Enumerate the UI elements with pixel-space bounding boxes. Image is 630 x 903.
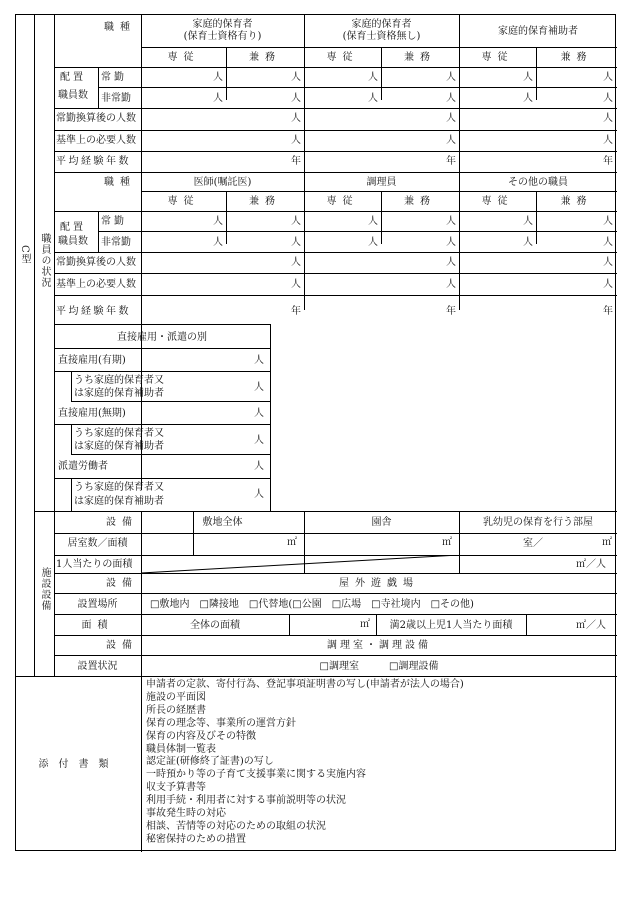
regular-label: 常勤 <box>101 72 127 83</box>
col-line <box>71 371 72 401</box>
row-line <box>34 511 617 512</box>
full-time-label: 専従 <box>481 52 514 63</box>
of-which-line1: うち家庭的保育者又 <box>74 375 164 386</box>
header-assistant: 家庭的保育補助者 <box>498 26 578 37</box>
total-area-label: 全体の面積 <box>190 620 240 631</box>
unit-person: 人 <box>603 113 613 124</box>
attachment-item: 認定証(研修終了証書)の写し <box>146 756 274 768</box>
attachments-label: 添付書類 <box>38 759 119 770</box>
regular-label: 常勤 <box>101 216 127 227</box>
of-which-line2: は家庭的保育補助者 <box>74 388 164 399</box>
equipment-label: 設備 <box>106 578 138 589</box>
unit-person: 人 <box>291 113 301 124</box>
unit-person: 人 <box>291 93 301 104</box>
unit-person: 人 <box>368 72 378 83</box>
unit-year: 年 <box>291 306 301 317</box>
full-time-label: 専従 <box>326 196 359 207</box>
attachment-item: 一時預かり等の子育て支援事業に関する実施内容 <box>146 769 366 781</box>
row-line <box>54 478 270 479</box>
row-line <box>54 348 270 349</box>
unit-year: 年 <box>446 156 456 167</box>
unit-year: 年 <box>446 306 456 317</box>
unit-person: 人 <box>368 237 378 248</box>
unit-person: 人 <box>254 461 264 472</box>
of-which-line1: うち家庭的保育者又 <box>74 428 164 439</box>
unit-person: 人 <box>368 93 378 104</box>
cooking-facilities-header: 調理室・調理設備 <box>327 640 431 651</box>
required-count-label: 基準上の必要人数 <box>56 135 136 146</box>
assigned-label-line1: 配置 <box>60 72 86 83</box>
row-line <box>54 655 617 656</box>
row-line <box>71 401 270 402</box>
non-regular-label: 非常勤 <box>101 237 131 248</box>
unit-person: 人 <box>446 257 456 268</box>
row-line <box>54 67 617 68</box>
location-label: 設置場所 <box>77 599 118 610</box>
converted-count-label: 常勤換算後の人数 <box>56 113 136 124</box>
row-line <box>54 172 617 173</box>
unit-person: 人 <box>213 93 223 104</box>
unit-person: 人 <box>603 216 613 227</box>
equipment-label: 設備 <box>106 640 138 651</box>
unit-person: 人 <box>603 257 613 268</box>
unit-person: 人 <box>291 237 301 248</box>
row-line <box>54 573 617 574</box>
non-regular-label: 非常勤 <box>101 93 131 104</box>
attachment-item: 保育の内容及びその特徴 <box>146 730 256 742</box>
part-time-label: 兼務 <box>249 196 281 207</box>
unit-year: 年 <box>603 156 613 167</box>
facility-label: 施設設備 <box>39 567 50 611</box>
row-line <box>54 533 617 534</box>
header-cook: 調理員 <box>366 177 397 188</box>
part-time-label: 兼務 <box>404 52 436 63</box>
header-qualified-line2: (保育士資格有り) <box>183 31 262 42</box>
attachment-item: 事故発生時の対応 <box>146 808 226 820</box>
required-count-label: 基準上の必要人数 <box>56 279 136 290</box>
direct-fixed-label: 直接雇用(有期) <box>58 355 126 366</box>
avg-experience-label: 平均経験年数 <box>56 306 131 317</box>
header-unqualified-line1: 家庭的保育者 <box>351 19 412 30</box>
unit-person: 人 <box>603 279 613 290</box>
unit-person: 人 <box>603 135 613 146</box>
part-time-label: 兼務 <box>560 52 593 63</box>
full-time-label: 専従 <box>481 196 514 207</box>
unit-person: 人 <box>446 135 456 146</box>
unit-year: 年 <box>291 156 301 167</box>
area-label: 面積 <box>81 620 114 631</box>
row-line <box>16 676 617 677</box>
unit-person: 人 <box>523 216 533 227</box>
assigned-label-line1: 配置 <box>60 222 86 233</box>
col-line <box>526 614 527 635</box>
header-other-staff: その他の職員 <box>508 177 568 188</box>
unit-person: 人 <box>291 135 301 146</box>
over2-per-child-label: 満2歳以上児1人当たり面積 <box>389 620 513 631</box>
unit-person: 人 <box>291 257 301 268</box>
site-total-header: 敷地全体 <box>202 517 243 528</box>
unit-person: 人 <box>446 72 456 83</box>
unit-person: 人 <box>254 355 264 366</box>
occupation-label: 職種 <box>104 22 136 33</box>
attachment-item: 秘密保持のための措置 <box>146 833 246 845</box>
unit-person: 人 <box>446 216 456 227</box>
per-child-area-diagonal <box>141 555 459 573</box>
attachment-item: 所長の経歴書 <box>146 704 206 716</box>
unit-person: 人 <box>254 489 264 500</box>
row-line <box>54 371 270 372</box>
unit-year: 年 <box>603 306 613 317</box>
col-line <box>54 15 55 676</box>
attachment-item: 職員体制一覧表 <box>146 743 216 755</box>
direct-open-label: 直接雇用(無期) <box>58 408 126 419</box>
row-line <box>54 295 617 296</box>
row-line <box>54 424 270 425</box>
attachment-item: 申請者の定款、寄付行為、登記事項証明書の写し(申請者が法人の場合) <box>146 679 464 690</box>
unit-sqm: ㎡ <box>360 619 370 630</box>
col-line <box>34 15 35 676</box>
unit-person: 人 <box>523 72 533 83</box>
attachment-item: 施設の平面図 <box>146 691 206 703</box>
full-time-label: 専従 <box>326 52 359 63</box>
col-line <box>270 324 271 511</box>
employment-type-header: 直接雇用・派遣の別 <box>117 332 207 343</box>
outdoor-playground-header: 屋外遊戯場 <box>339 578 419 589</box>
occupation-label: 職種 <box>104 177 136 188</box>
attachment-item: 保育の理念等、事業所の運営方針 <box>146 717 296 729</box>
row-line <box>54 211 617 212</box>
dispatch-label: 派遣労働者 <box>58 461 108 472</box>
col-line <box>71 424 72 454</box>
staff-status-label: 職員の状況 <box>39 233 50 288</box>
col-line <box>141 676 142 852</box>
col-line <box>289 614 290 635</box>
attachment-item: 利用手続・利用者に対する事前説明等の状況 <box>146 795 346 807</box>
unit-person: 人 <box>523 93 533 104</box>
row-line <box>98 87 617 88</box>
attachments-list <box>146 679 614 847</box>
install-status-label: 設置状況 <box>77 661 118 672</box>
unit-sqm: ㎡ <box>287 537 297 548</box>
part-time-label: 兼務 <box>560 196 593 207</box>
header-doctor: 医師(嘱託医) <box>193 177 252 188</box>
unit-person: 人 <box>213 237 223 248</box>
unit-person: 人 <box>368 216 378 227</box>
col-line <box>71 478 72 511</box>
header-unqualified-line2: (保育士資格無し) <box>342 31 421 42</box>
row-line <box>71 454 270 455</box>
per-child-area-label: 1人当たりの面積 <box>56 559 133 570</box>
building-header: 園舎 <box>371 517 392 528</box>
of-which-line1: うち家庭的保育者又 <box>74 482 164 493</box>
header-qualified-line1: 家庭的保育者 <box>192 19 253 30</box>
attachment-item: 収支予算書等 <box>146 782 206 794</box>
part-time-label: 兼務 <box>249 52 281 63</box>
unit-person: 人 <box>603 237 613 248</box>
unit-person: 人 <box>291 72 301 83</box>
unit-person: 人 <box>254 408 264 419</box>
full-time-label: 専従 <box>167 196 200 207</box>
type-c-label: C型 <box>19 245 30 265</box>
cooking-options: □調理室 □調理設備 <box>319 661 439 672</box>
row-line <box>54 252 617 253</box>
unit-person: 人 <box>291 216 301 227</box>
row-line <box>98 231 617 232</box>
assigned-label-line2: 職員数 <box>58 90 88 101</box>
unit-person: 人 <box>603 93 613 104</box>
unit-person: 人 <box>446 113 456 124</box>
row-line <box>141 191 617 192</box>
unit-person: 人 <box>254 435 264 446</box>
unit-person: 人 <box>523 237 533 248</box>
equipment-label: 設備 <box>106 517 138 528</box>
unit-person: 人 <box>213 216 223 227</box>
assigned-label-line2: 職員数 <box>58 236 88 247</box>
unit-sqm: ㎡ <box>602 537 612 548</box>
converted-count-label: 常勤換算後の人数 <box>56 257 136 268</box>
unit-person: 人 <box>603 72 613 83</box>
per-person-unit: ㎡／人 <box>576 620 606 631</box>
unit-person: 人 <box>446 237 456 248</box>
unit-sqm: ㎡ <box>442 537 452 548</box>
unit-person: 人 <box>213 72 223 83</box>
unit-person: 人 <box>446 279 456 290</box>
avg-experience-label: 平均経験年数 <box>56 156 131 167</box>
row-line <box>54 151 617 152</box>
row-line <box>54 130 617 131</box>
rooms-area-label: 居室数／面積 <box>67 538 128 549</box>
row-line <box>54 108 617 109</box>
unit-person: 人 <box>446 93 456 104</box>
unit-person: 人 <box>291 279 301 290</box>
location-options: □敷地内 □隣接地 □代替地(□公園 □広場 □寺社境内 □その他) <box>150 599 474 610</box>
room-slash-label: 室／ <box>523 538 543 549</box>
unit-person: 人 <box>254 382 264 393</box>
application-form-sheet <box>15 14 616 851</box>
infant-room-header: 乳幼児の保育を行う部屋 <box>483 517 593 528</box>
row-line <box>141 47 617 48</box>
of-which-line2: は家庭的保育補助者 <box>74 496 164 507</box>
row-line <box>54 614 617 615</box>
row-line <box>54 273 617 274</box>
per-person-unit: ㎡／人 <box>576 559 606 570</box>
row-line <box>54 635 617 636</box>
of-which-line2: は家庭的保育補助者 <box>74 441 164 452</box>
row-line <box>54 593 617 594</box>
part-time-label: 兼務 <box>404 196 436 207</box>
row-line <box>54 324 270 325</box>
attachment-item: 相談、苦情等の対応のための取組の状況 <box>146 820 326 832</box>
full-time-label: 専従 <box>167 52 200 63</box>
